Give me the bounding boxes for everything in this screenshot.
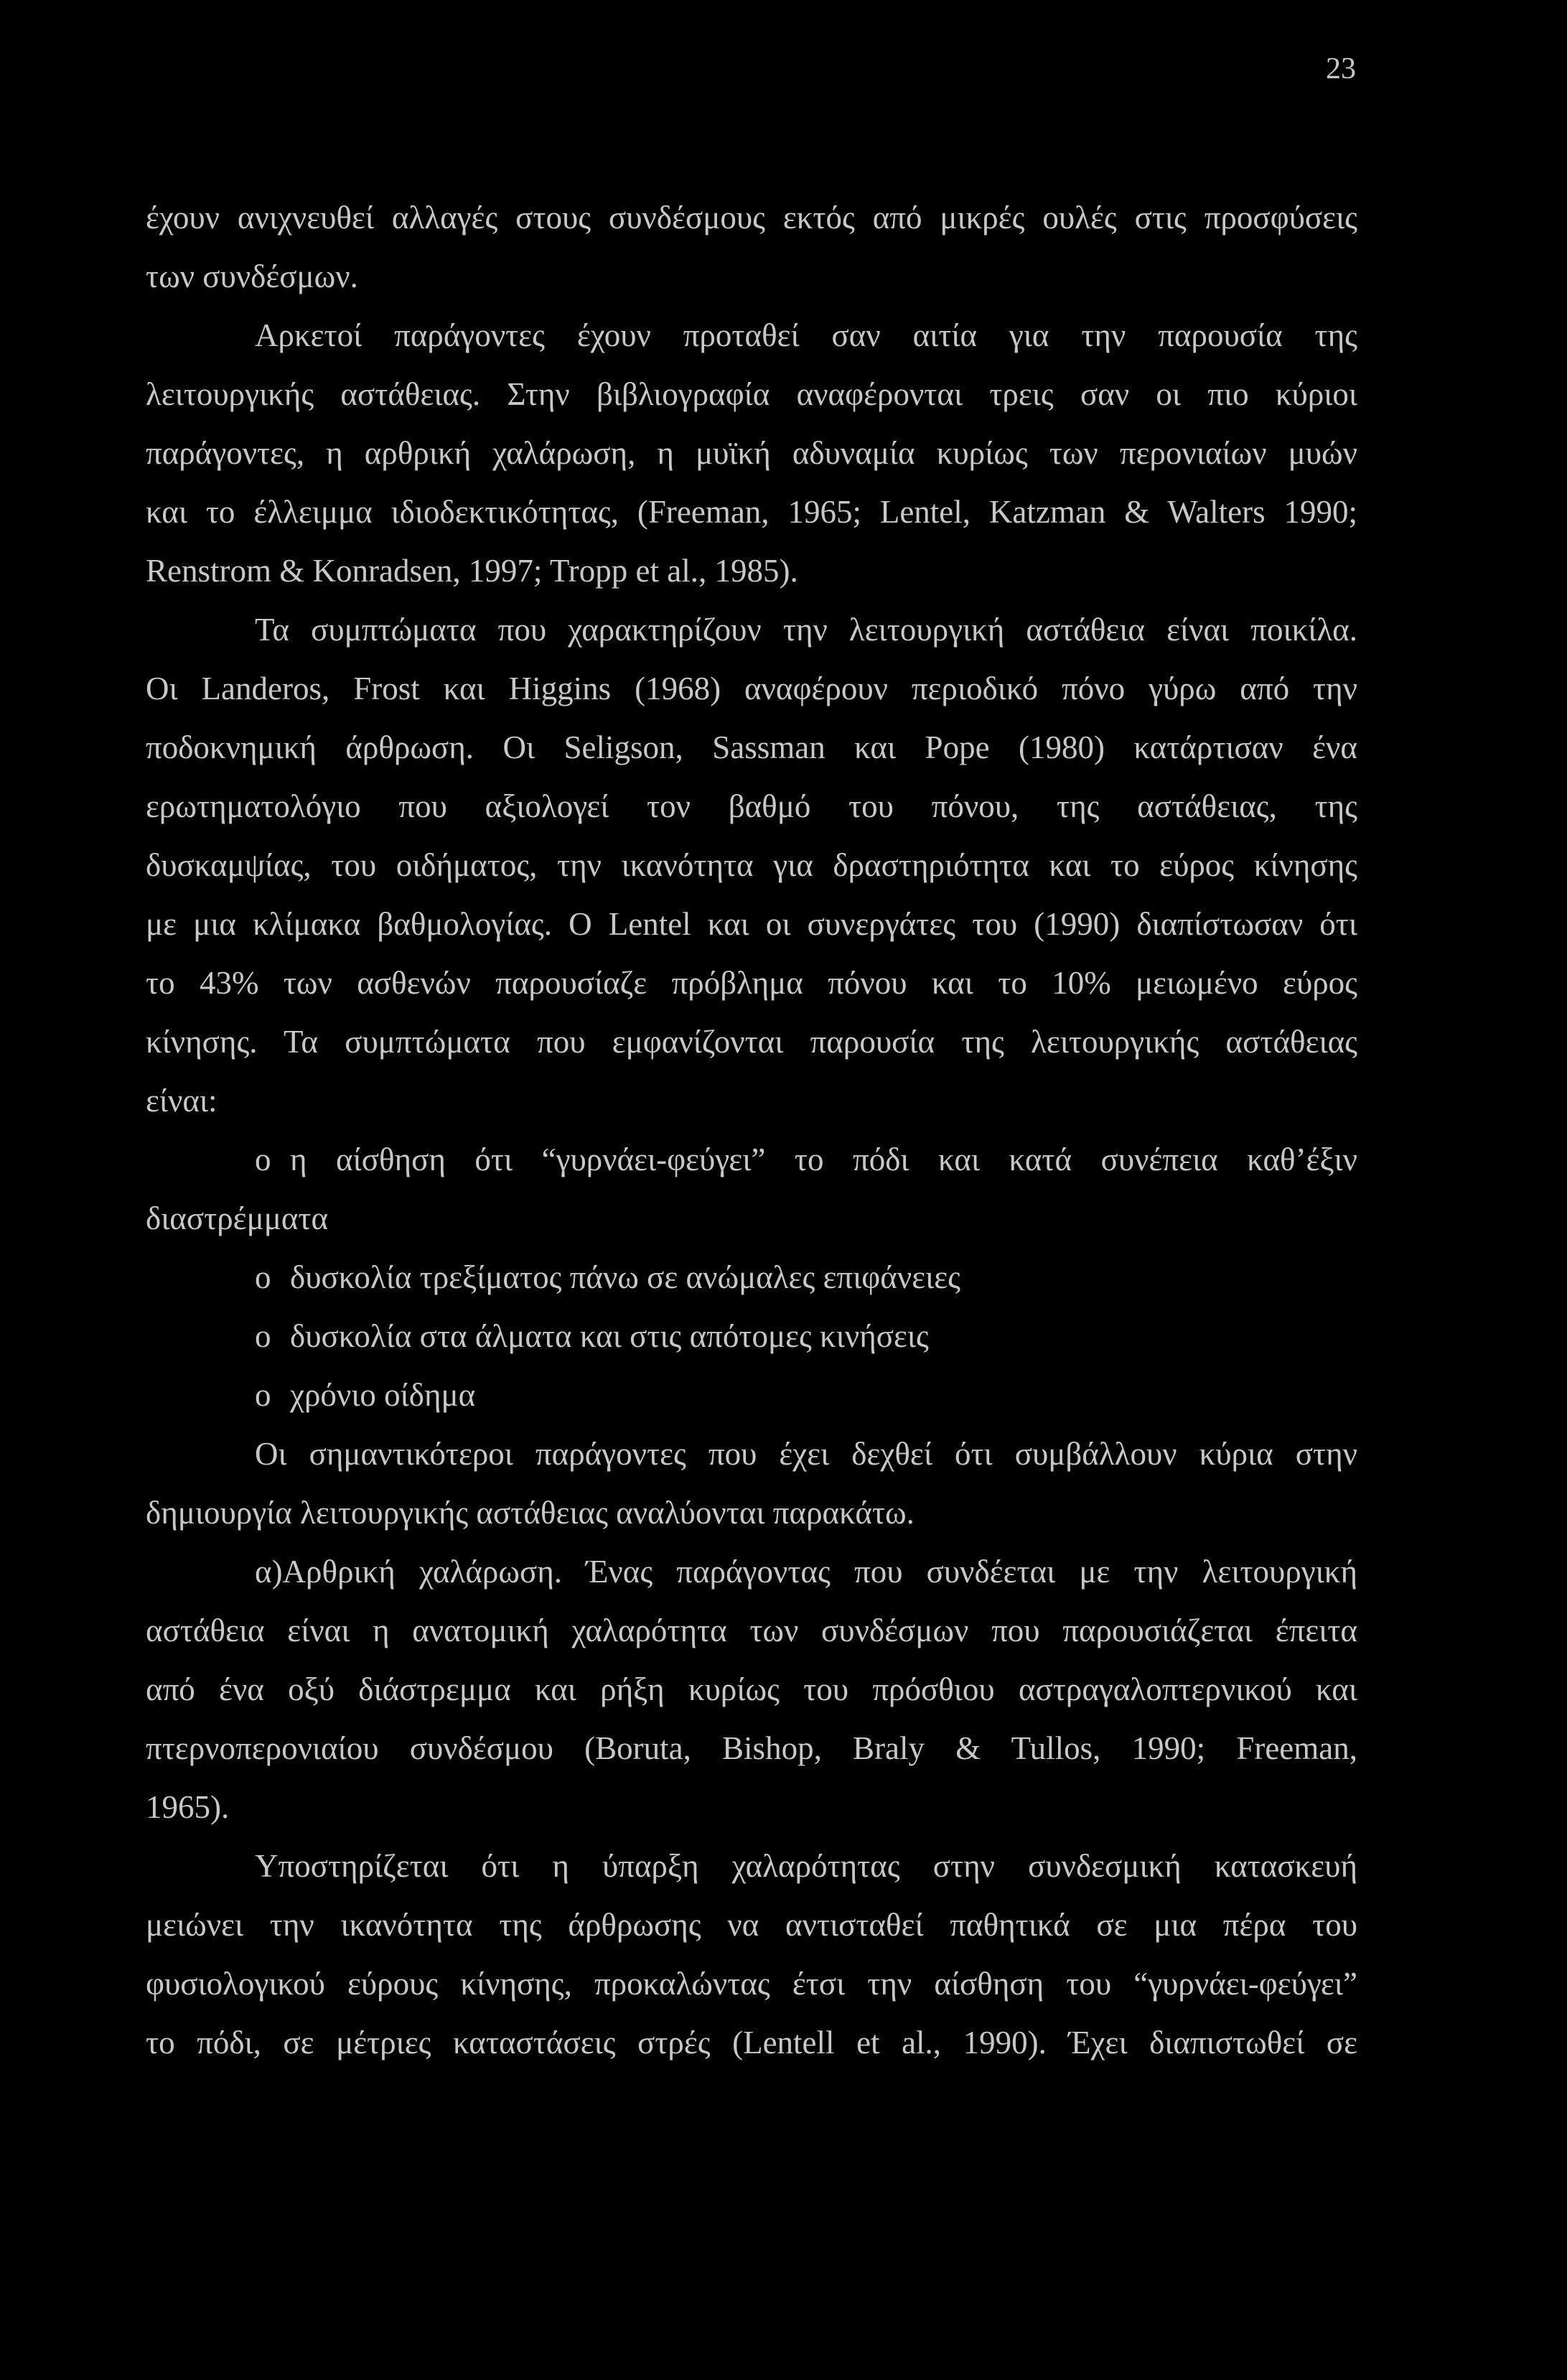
- text-line: Τα συμπτώματα που χαρακτηρίζουν την λειτουργική αστάθεια είναι ποικίλα.: [255, 612, 1357, 648]
- document-body: [146, 188, 1357, 2072]
- text-line: το 43% των ασθενών παρουσίαζε πρόβλημα πόνου και το 10% μειωμένο εύρος: [146, 965, 1357, 1001]
- list-item-text: δυσκολία στα άλματα και στις απότομες κινήσεις: [290, 1318, 929, 1354]
- list-item-continuation: διαστρέμματα: [146, 1200, 329, 1236]
- paragraph-6: [146, 1837, 1357, 2072]
- list-item: [146, 1130, 1357, 1189]
- paragraph-4: [146, 1424, 1357, 1542]
- text-line: αστάθεια είναι η ανατομική χαλαρότητα των συνδέσμων που παρουσιάζεται έπειτα: [146, 1613, 1357, 1648]
- text-line: δημιουργία λειτουργικής αστάθειας αναλύονται παρακάτω.: [146, 1495, 915, 1531]
- bullet-marker: o: [255, 1318, 271, 1354]
- paragraph-1: [146, 188, 1357, 306]
- paragraph-3: [146, 600, 1357, 1130]
- text-line: λειτουργικής αστάθειας. Στην βιβλιογραφία αναφέρονται τρεις σαν οι πιο κύριοι: [146, 376, 1357, 412]
- text-line: Οι σημαντικότεροι παράγοντες που έχει δεχθεί ότι συμβάλλουν κύρια στην: [255, 1436, 1357, 1472]
- bullet-marker: o: [255, 1377, 271, 1413]
- text-line: φυσιολογικού εύρους κίνησης, προκαλώντας έτσι την αίσθηση του “γυρνάει-φεύγει”: [146, 1966, 1357, 2002]
- list-item: [146, 1307, 1357, 1366]
- text-line: α)Αρθρική χαλάρωση. Ένας παράγοντας που συνδέεται με την λειτουργική: [255, 1554, 1357, 1590]
- text-line: και το έλλειμμα ιδιοδεκτικότητας, (Freeman, 1965; Lentel, Katzman & Walters 1990;: [146, 494, 1357, 530]
- symptom-list: [146, 1130, 1357, 1424]
- text-line: Renstrom & Konradsen, 1997; Tropp et al., 1985).: [146, 553, 798, 589]
- text-line: κίνησης. Τα συμπτώματα που εμφανίζονται παρουσία της λειτουργικής αστάθειας: [146, 1024, 1357, 1060]
- text-line: των συνδέσμων.: [146, 258, 358, 294]
- page-number: 23: [1326, 52, 1356, 85]
- list-item-text: δυσκολία τρεξίματος πάνω σε ανώμαλες επιφάνειες: [290, 1259, 960, 1295]
- bullet-marker: o: [255, 1259, 271, 1295]
- text-line: Οι Landeros, Frost και Higgins (1968) αναφέρουν περιοδικό πόνο γύρω από την: [146, 671, 1357, 706]
- paragraph-5: [146, 1542, 1357, 1837]
- text-line: 1965).: [146, 1789, 230, 1825]
- list-item-text: χρόνιο οίδημα: [290, 1377, 476, 1413]
- text-line: μειώνει την ικανότητα της άρθρωσης να αντισταθεί παθητικά σε μια πέρα του: [146, 1907, 1357, 1943]
- text-line: από ένα οξύ διάστρεμμα και ρήξη κυρίως του πρόσθιου αστραγαλοπτερνικού και: [146, 1671, 1357, 1707]
- list-item: [146, 1248, 1357, 1307]
- text-line: πτερνοπερονιαίου συνδέσμου (Boruta, Bishop, Braly & Tullos, 1990; Freeman,: [146, 1730, 1357, 1766]
- bullet-marker: o: [255, 1142, 271, 1177]
- text-line: με μια κλίμακα βαθμολογίας. Ο Lentel και οι συνεργάτες του (1990) διαπίστωσαν ότι: [146, 906, 1357, 942]
- text-line: έχουν ανιχνευθεί αλλαγές στους συνδέσμους εκτός από μικρές ουλές στις προσφύσεις: [146, 200, 1357, 235]
- list-item: [146, 1366, 1357, 1424]
- text-line: Αρκετοί παράγοντες έχουν προταθεί σαν αιτία για την παρουσία της: [255, 317, 1357, 353]
- text-line: είναι:: [146, 1083, 217, 1119]
- text-line: ερωτηματολόγιο που αξιολογεί τον βαθμό του πόνου, της αστάθειας, της: [146, 788, 1357, 824]
- list-item-text: η αίσθηση ότι “γυρνάει-φεύγει” το πόδι και κατά συνέπεια καθ’έξιν: [290, 1142, 1357, 1177]
- text-line: δυσκαμψίας, του οιδήματος, την ικανότητα για δραστηριότητα και το εύρος κίνησης: [146, 847, 1357, 883]
- text-line: Υποστηρίζεται ότι η ύπαρξη χαλαρότητας στην συνδεσμική κατασκευή: [255, 1848, 1357, 1884]
- text-line: ποδοκνημική άρθρωση. Οι Seligson, Sassman και Pope (1980) κατάρτισαν ένα: [146, 729, 1357, 765]
- paragraph-2: [146, 306, 1357, 600]
- text-line: το πόδι, σε μέτριες καταστάσεις στρές (Lentell et al., 1990). Έχει διαπιστωθεί σε: [146, 2025, 1357, 2061]
- text-line: παράγοντες, η αρθρική χαλάρωση, η μυϊκή αδυναμία κυρίως των περονιαίων μυών: [146, 435, 1357, 471]
